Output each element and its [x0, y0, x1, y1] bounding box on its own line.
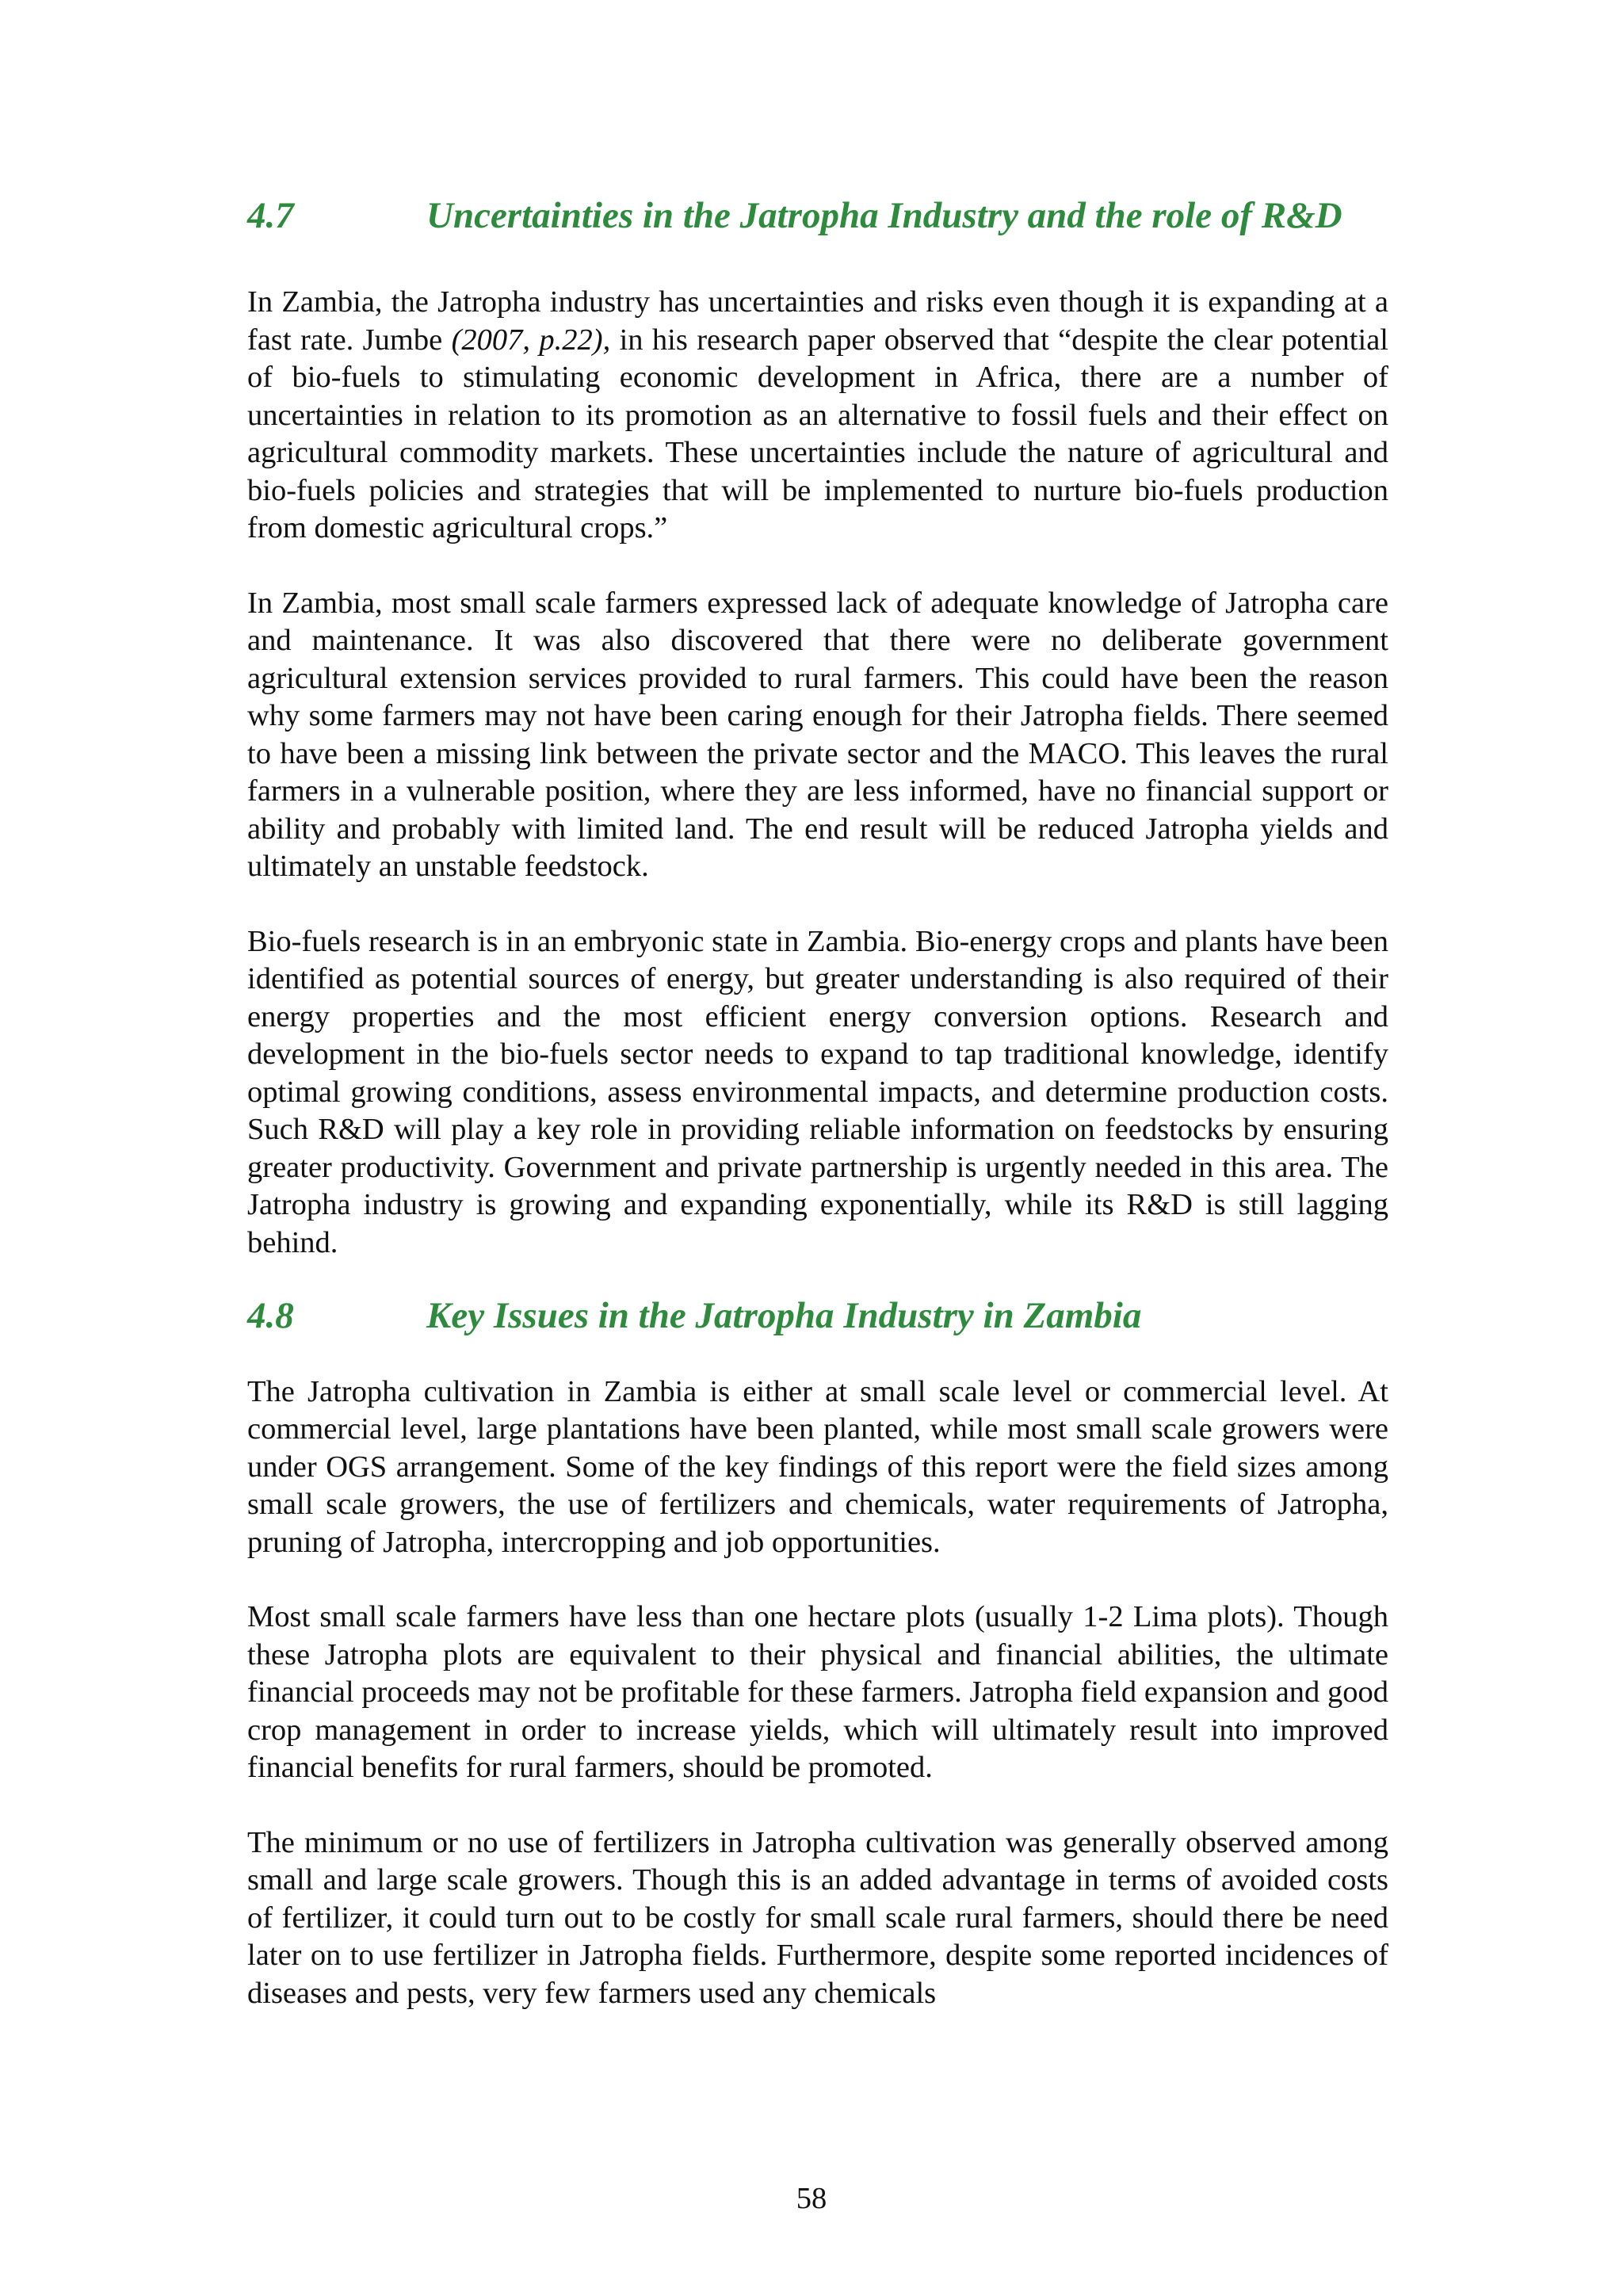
section-title: Key Issues in the Jatropha Industry in Zambia	[426, 1295, 1142, 1337]
section-number: 4.8	[247, 1295, 294, 1337]
section-number: 4.7	[247, 195, 294, 236]
section-heading-4-7	[247, 193, 1388, 238]
document-body	[247, 193, 1388, 2012]
paragraph-text: in his research paper observed that “despite the clear potential of bio-fuels to stimulating economic development in Africa, there are a number of uncertainties in relation to its promotion as an alternative to fossil fuels and their effect on agricultural commodity markets. These uncertainties include the nature of agricultural and bio-fuels policies and strategies that will be implemented to nurture bio-fuels production from domestic agricultural crops.”	[247, 323, 1388, 545]
paragraph-text: In Zambia, the Jatropha industry has uncertainties and risks even though it is expanding at a fast rate. Jumbe	[247, 285, 1388, 357]
paragraph-uncertainties	[247, 284, 1388, 548]
section-heading-4-8	[247, 1293, 1388, 1338]
paragraph-research: Bio-fuels research is in an embryonic state in Zambia. Bio-energy crops and plants have been identified as potential sources of energy, but greater understanding is also required of their energy properties and the most efficient energy conversion options. Research and development in the bio-fuels sector needs to expand to tap traditional knowledge, identify optimal growing conditions, assess environmental impacts, and determine production costs. Such R&D will play a key role in providing reliable information on feedstocks by ensuring greater productivity. Government and private partnership is urgently needed in this area. The Jatropha industry is growing and expanding exponentially, while its R&D is still lagging behind.	[247, 924, 1388, 1259]
paragraph-knowledge-gap: In Zambia, most small scale farmers expressed lack of adequate knowledge of Jatropha care and maintenance. It was also discovered that there were no deliberate government agricultural extension services provided to rural farmers. This could have been the reason why some farmers may not have been caring enough for their Jatropha fields. There seemed to have been a missing link between the private sector and the MACO. This leaves the rural farmers in a vulnerable position, where they are less informed, have no financial support or ability and probably with limited land. The end result will be reduced Jatropha yields and ultimately an unstable feedstock.	[247, 586, 1388, 884]
paragraph-fertilizers: The minimum or no use of fertilizers in Jatropha cultivation was generally observed among small and large scale growers. Though this is an added advantage in terms of avoided costs of fertilizer, it could turn out to be costly for small scale rural farmers, should there be need later on to use fertilizer in Jatropha fields. Furthermore, despite some reported incidences of diseases and pests, very few farmers used any chemicals	[247, 1825, 1388, 2010]
paragraph-cultivation-levels: The Jatropha cultivation in Zambia is either at small scale level or commercial level. At commercial level, large plantations have been planted, while most small scale growers were under OGS arrangement. Some of the key findings of this report were the field sizes among small scale growers, the use of fertilizers and chemicals, water requirements of Jatropha, pruning of Jatropha, intercropping and job opportunities.	[247, 1374, 1388, 1559]
page-number: 58	[796, 2182, 827, 2215]
paragraph-plot-sizes: Most small scale farmers have less than one hectare plots (usually 1-2 Lima plots). Though these Jatropha plots are equivalent to their physical and financial abilities, the ultimate financial proceeds may not be profitable for these farmers. Jatropha field expansion and good crop management in order to increase yields, which will ultimately result into improved financial benefits for rural farmers, should be promoted.	[247, 1600, 1388, 1785]
section-title: Uncertainties in the Jatropha Industry and the role of R&D	[426, 195, 1342, 236]
citation: (2007, p.22),	[451, 323, 611, 357]
